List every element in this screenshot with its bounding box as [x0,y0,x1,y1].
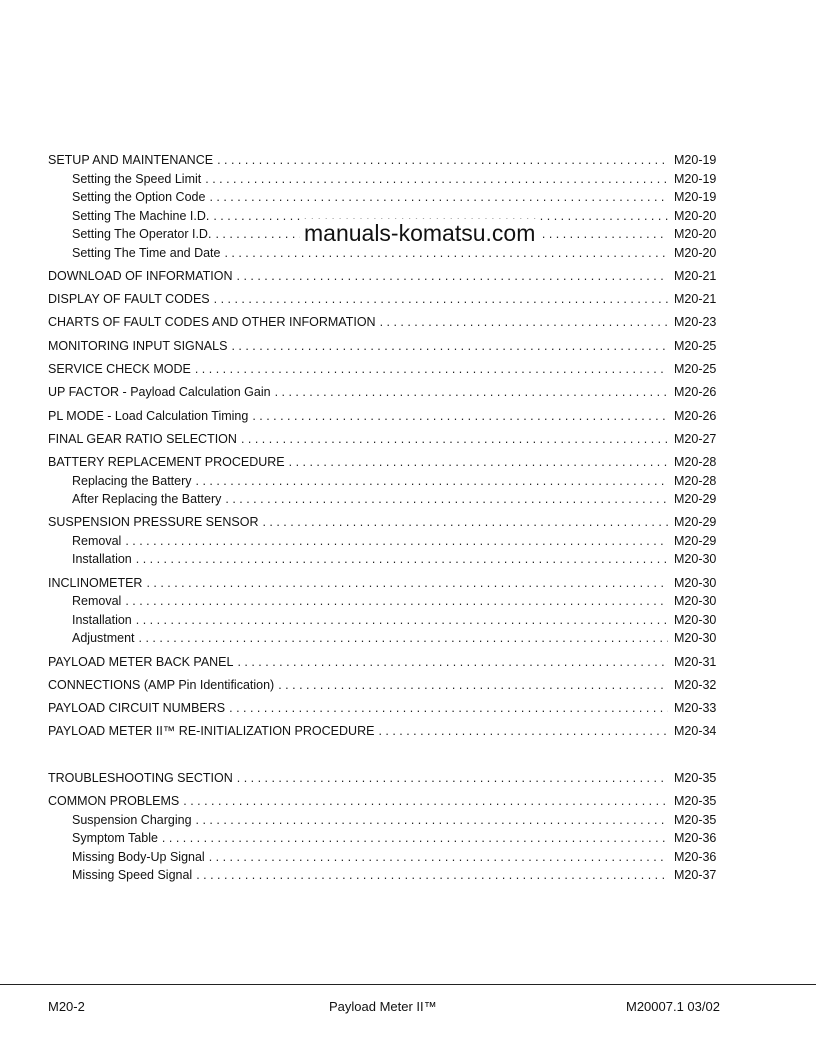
toc-dot-leader [214,290,668,309]
toc-entry-page: M20-29 [674,492,717,507]
toc-entry-title: After Replacing the Battery [72,492,222,507]
toc-entry-title: Setting the Option Code [72,190,206,204]
toc-entry-page: M20-33 [674,701,717,716]
toc-entry-page: M20-30 [674,575,717,590]
toc-dot-leader [125,592,668,611]
toc-entry-title: Installation [72,612,132,627]
toc-dot-leader [139,629,668,648]
toc-dot-leader [237,267,669,286]
toc-entry-title: Missing Speed Signal [72,868,193,883]
toc-entry-page: M20-30 [674,631,717,646]
toc-entry-title: CHARTS OF FAULT CODES AND OTHER INFORMATION [48,315,376,330]
toc-entry-page: M20-19 [674,153,717,167]
toc-entry-page: M20-30 [674,594,717,609]
toc-entry-page: M20-25 [674,338,717,353]
toc-entry [48,676,722,695]
toc-entry-title: Replacing the Battery [72,473,192,488]
toc-dot-leader [183,792,668,811]
toc-entry-title: Symptom Table [72,831,158,846]
toc-entry-title: UP FACTOR - Payload Calculation Gain [48,385,271,400]
toc-entry-page: M20-28 [674,455,717,470]
toc-entry [48,848,722,867]
toc-entry [48,407,722,426]
toc-dot-leader [209,848,668,867]
toc-entry [48,592,722,611]
toc-dot-leader [231,337,668,356]
toc-dot-leader [278,676,668,695]
toc-entry-page: M20-29 [674,533,717,548]
table-of-contents [48,151,722,885]
toc-entry-title: Suspension Charging [72,812,192,827]
toc-entry-title: PAYLOAD METER II™ RE-INITIALIZATION PROCEDURE [48,724,375,739]
toc-entry-page: M20-19 [674,190,717,204]
footer-manual-title: Payload Meter II™ [329,999,437,1014]
toc-entry [48,629,722,648]
toc-entry-title: PAYLOAD METER BACK PANEL [48,654,234,669]
toc-entry-page: M20-35 [674,794,717,809]
toc-entry [48,769,722,788]
toc-dot-leader [275,383,668,402]
toc-entry [48,170,722,189]
toc-entry-title: TROUBLESHOOTING SECTION [48,770,233,785]
toc-entry-title: BATTERY REPLACEMENT PROCEDURE [48,455,285,470]
toc-entry-page: M20-37 [674,868,717,883]
toc-dot-leader [195,360,668,379]
toc-entry-page: M20-26 [674,385,717,400]
toc-entry [48,267,722,286]
toc-entry [48,513,722,532]
toc-entry-title: Removal [72,533,122,548]
toc-entry [48,829,722,848]
toc-entry-page: M20-20 [674,208,717,223]
toc-entry [48,611,722,630]
toc-dot-leader [146,574,668,593]
toc-entry-title: FINAL GEAR RATIO SELECTION [48,431,237,446]
toc-entry [48,866,722,885]
toc-entry-page: M20-20 [674,227,717,241]
toc-entry-page: M20-32 [674,677,717,692]
footer-document-code: M20007.1 03/02 [626,999,720,1014]
toc-entry [48,151,722,170]
toc-entry-title: Setting The Operator I.D. [72,227,212,241]
toc-dot-leader [237,769,668,788]
toc-entry-title: CONNECTIONS (AMP Pin Identification) [48,677,275,692]
toc-entry-page: M20-30 [674,552,717,567]
toc-entry-page: M20-19 [674,171,717,186]
toc-dot-leader [136,611,668,630]
toc-dot-leader [125,532,668,551]
toc-entry [48,313,722,332]
toc-entry [48,453,722,472]
toc-entry [48,699,722,718]
toc-entry-page: M20-34 [674,724,717,739]
toc-dot-leader [162,829,668,848]
toc-entry [48,722,722,741]
toc-entry-title: Missing Body-Up Signal [72,849,205,864]
toc-entry-title: Installation [72,552,132,567]
toc-entry-title: COMMON PROBLEMS [48,794,180,809]
toc-dot-leader [217,151,668,170]
toc-entry-title: MONITORING INPUT SIGNALS [48,338,228,353]
toc-entry-title: DOWNLOAD OF INFORMATION [48,268,233,283]
toc-entry [48,188,722,207]
toc-entry [48,430,722,449]
toc-entry-page: M20-36 [674,849,717,864]
toc-entry-title: PAYLOAD CIRCUIT NUMBERS [48,701,226,716]
toc-entry [48,290,722,309]
toc-entry [48,811,722,830]
toc-entry [48,550,722,569]
toc-entry-title: Setting The Machine I.D. [72,208,210,223]
toc-dot-leader [136,550,668,569]
toc-dot-leader [196,866,668,885]
toc-entry-page: M20-26 [674,408,717,423]
footer-page-number: M20-2 [48,999,85,1014]
toc-dot-leader [289,453,668,472]
toc-entry-page: M20-35 [674,812,717,827]
toc-entry [48,472,722,491]
toc-entry-title: SUSPENSION PRESSURE SENSOR [48,515,259,530]
toc-entry-title: Removal [72,594,122,609]
toc-entry-title: DISPLAY OF FAULT CODES [48,292,210,307]
toc-entry-page: M20-28 [674,473,717,488]
toc-dot-leader [380,313,668,332]
toc-entry-title: PL MODE - Load Calculation Timing [48,408,249,423]
toc-dot-leader [262,513,668,532]
toc-entry-page: M20-20 [674,245,717,260]
toc-dot-leader [252,407,668,426]
toc-entry [48,360,722,379]
toc-entry-title: Setting the Speed Limit [72,171,202,186]
toc-entry [48,337,722,356]
toc-entry-page: M20-35 [674,770,717,785]
toc-entry [48,532,722,551]
toc-entry-page: M20-36 [674,831,717,846]
toc-entry [48,383,722,402]
toc-entry-page: M20-31 [674,654,717,669]
toc-entry [48,490,722,509]
toc-dot-leader [196,811,668,830]
toc-entry-title: SETUP AND MAINTENANCE [48,153,214,167]
toc-entry-page: M20-25 [674,361,717,376]
toc-entry-page: M20-21 [674,268,717,283]
toc-entry-page: M20-30 [674,612,717,627]
toc-dot-leader [196,472,668,491]
toc-dot-leader [205,170,668,189]
toc-dot-leader [209,188,668,207]
toc-entry-page: M20-23 [674,315,717,330]
toc-dot-leader [378,722,668,741]
footer-divider [0,984,816,985]
toc-entry-title: Setting The Time and Date [72,245,221,260]
toc-dot-leader [225,490,668,509]
toc-entry-title: SERVICE CHECK MODE [48,361,191,376]
toc-dot-leader [237,653,668,672]
toc-entry-page: M20-29 [674,515,717,530]
toc-entry-page: M20-27 [674,431,717,446]
toc-entry-title: Adjustment [72,631,135,646]
toc-dot-leader [241,430,668,449]
toc-entry [48,653,722,672]
toc-dot-leader [229,699,668,718]
toc-entry-page: M20-21 [674,292,717,307]
toc-entry [48,574,722,593]
toc-entry-title: INCLINOMETER [48,575,143,590]
watermark-text: manuals-komatsu.com [300,219,539,247]
toc-entry [48,792,722,811]
